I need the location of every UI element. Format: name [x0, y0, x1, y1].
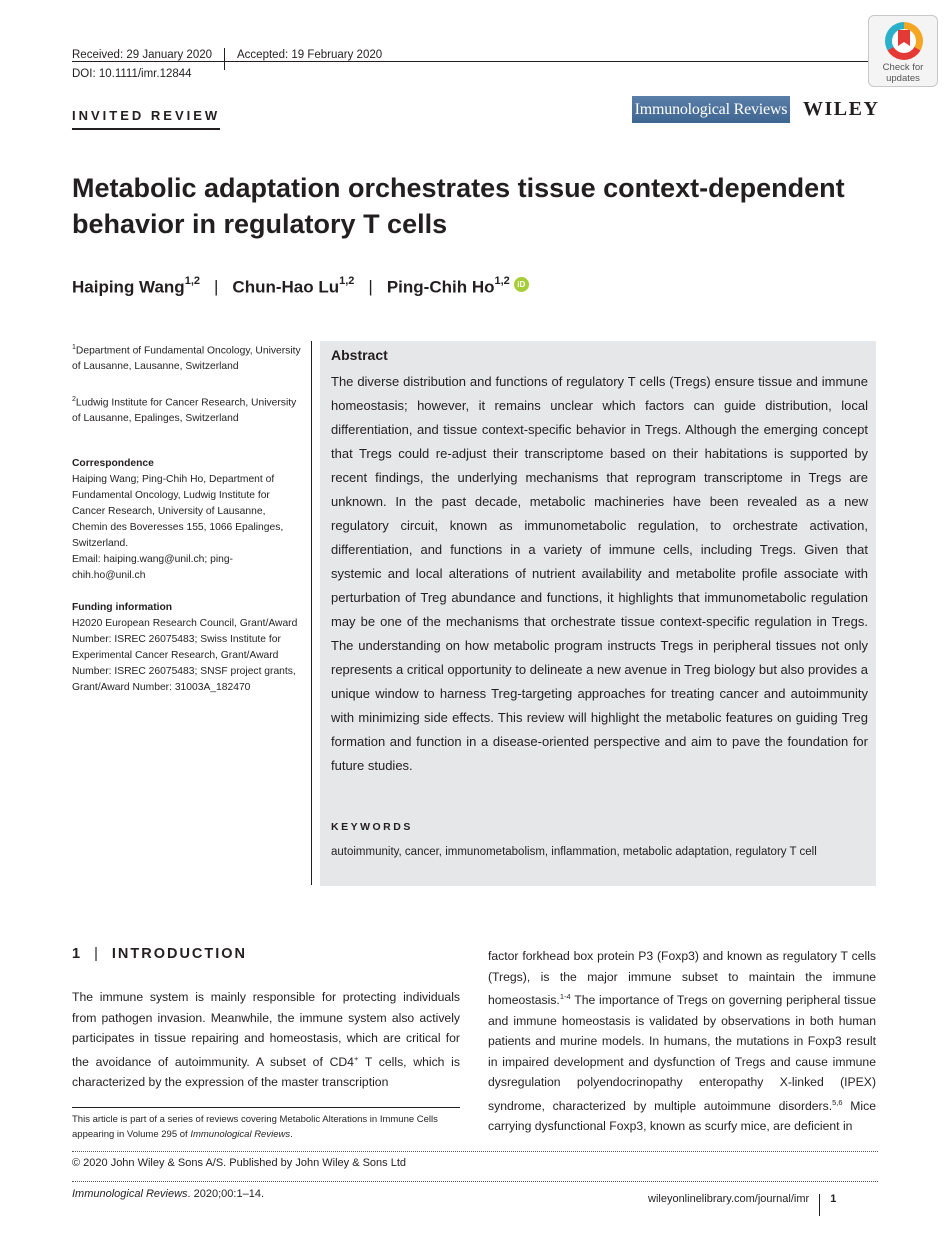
author-name[interactable]: Chun-Hao Lu$^{1,2}$ [232, 275, 355, 297]
correspondence-text: Haiping Wang; Ping-Chih Ho, Department of Fundamental Oncology, Ludwig Institute for Cancer Research, University of Lausanne, Chemin des Boveresses 155, 1066 Epalinges, Switzerland. [72, 474, 284, 549]
column-divider [311, 341, 312, 885]
footer-divider [72, 1151, 878, 1152]
article-title: Metabolic adaptation orchestrates tissue context-dependent behavior in regulatory T cells [72, 173, 845, 239]
doi[interactable]: DOI: 10.1111/imr.12844 [72, 68, 192, 80]
author-separator: | [368, 277, 373, 297]
keywords-list: autoimmunity, cancer, immunometabolism, inflammation, metabolic adaptation, regulatory T cell [331, 846, 817, 858]
correspondence-heading: Correspondence [72, 458, 154, 469]
orcid-icon[interactable]: iD [514, 277, 529, 292]
copyright: © 2020 John Wiley & Sons A/S. Published by John Wiley & Sons Ltd [72, 1157, 407, 1169]
footnote: This article is part of a series of reviews covering Metabolic Alterations in Immune Cells appearing in Volume 295 of Immunological Reviews. [72, 1114, 438, 1140]
intro-right-column: factor forkhead box protein P3 (Foxp3) and known as regulatory T cells (Tregs), is the major immune subset to maintain the immune homeostasis.$^{1-4}$ The importance of Tregs on governing peripheral tissue and immune homeostasis is validated by observations in both human patients and murine models. In humans, the mutations in Foxp3 result in impaired development and dysfunction of Tregs and cause immune dysregulation polyendocrinopathy enteropathy X-linked (IPEX) syndrome, characterized by multiple autoimmune disorders.$^{5,6}$ Mice carrying dysfunctional Foxp3, known as scurfy mice, are deficient in [488, 949, 876, 1134]
journal-url-and-page [648, 1188, 836, 1210]
abstract-heading: Abstract [331, 347, 388, 363]
footer-divider [72, 1181, 878, 1182]
check-for-updates-label: Check for updates [882, 62, 924, 84]
section-label: INVITED REVIEW [72, 108, 220, 130]
citation-ref[interactable]: 1-4 [559, 992, 571, 1001]
author-name[interactable]: Ping-Chih Ho$^{1,2}$ [386, 275, 510, 297]
intro-left-column: The immune system is mainly responsible for protecting individuals from pathogen invasion. Meanwhile, the immune system also actively participates in tissue repairing and homeostasis, which are critical for the avoidance of autoimmunity. A subset of CD4+ T cells, which is characterized by the expression of the master transcription [72, 990, 460, 1090]
header-rule [72, 61, 878, 62]
journal-url[interactable]: wileyonlinelibrary.com/journal/imr [648, 1193, 810, 1205]
page-separator [819, 1194, 820, 1216]
accepted-date: Accepted: 19 February 2020 [237, 49, 383, 61]
citation-ref[interactable]: 5,6 [832, 1097, 843, 1107]
author-separator: | [214, 277, 219, 297]
affiliation-2: $^2$Ludwig Institute for Cancer Research, University of Lausanne, Epalinges, Switzerland [72, 396, 297, 425]
abstract-text: The diverse distribution and functions of regulatory T cells (Tregs) ensure tissue and immune homeostasis; however, it remains unclear which factors can guide distribution, local differentiation, and tissue context-specific behavior in Tregs. Although the emerging concept that Tregs could re-adjust their transcriptome based on their habitations is supported by recent findings, the underlying mechanisms that reprogram transcriptome in Tregs are unknown. In the past decade, metabolic machineries have been revealed as a new regulatory circuit, known as immunometabolic regulation, to orchestrate activation, differentiation, and functions in a variety of immune cells, including Tregs. Given that systemic and local alterations of nutrient availability and metabolite profile associate with perturbation of Treg abundance and functions, it highlights that immunometabolic regulation may be one of the mechanisms that orchestrate tissue context-specific regulation in Tregs. The understanding on how metabolic program instructs Tregs in peripheral tissues not only represents a critical opportunity to delineate a new avenue in Treg biology but also provides a unique window to harness Treg-targeting approaches for treating cancer and autoimmunity with minimizing side effects. This review will highlight the metabolic features on guiding Treg formation and function in a disease-oriented perspective and aim to pave the foundation for future studies. [331, 374, 868, 773]
citation-line: Immunological Reviews. 2020;00:1–14. [72, 1188, 265, 1200]
funding-heading: Funding information [72, 602, 173, 613]
footnote-rule [72, 1107, 460, 1108]
author-list [72, 277, 529, 298]
funding-text: H2020 European Research Council, Grant/Award Number: ISREC 26075483; Swiss Institute for Experimental Cancer Research, Grant/Award Number: ISREC 26075483; SNSF project grants, Grant/Award Number: 31003A_182470 [72, 618, 298, 693]
correspondence-email[interactable]: Email: haiping.wang@unil.ch; ping-chih.ho@unil.ch [72, 554, 233, 581]
received-date: Received: 29 January 2020 [72, 49, 213, 61]
page-number: 1 [830, 1193, 837, 1205]
affiliation-1: $^1$Department of Fundamental Oncology, University of Lausanne, Lausanne, Switzerland [72, 344, 301, 373]
publication-dates [72, 44, 382, 66]
journal-logo: Immunological Reviews [632, 96, 790, 123]
check-for-updates-badge[interactable] [868, 15, 938, 87]
keywords-heading: KEYWORDS [331, 821, 413, 833]
author-name[interactable]: Haiping Wang$^{1,2}$ [72, 275, 200, 297]
section-heading: 1 | INTRODUCTION [72, 946, 248, 962]
publisher-logo: WILEY [803, 98, 880, 120]
date-separator [224, 48, 225, 70]
